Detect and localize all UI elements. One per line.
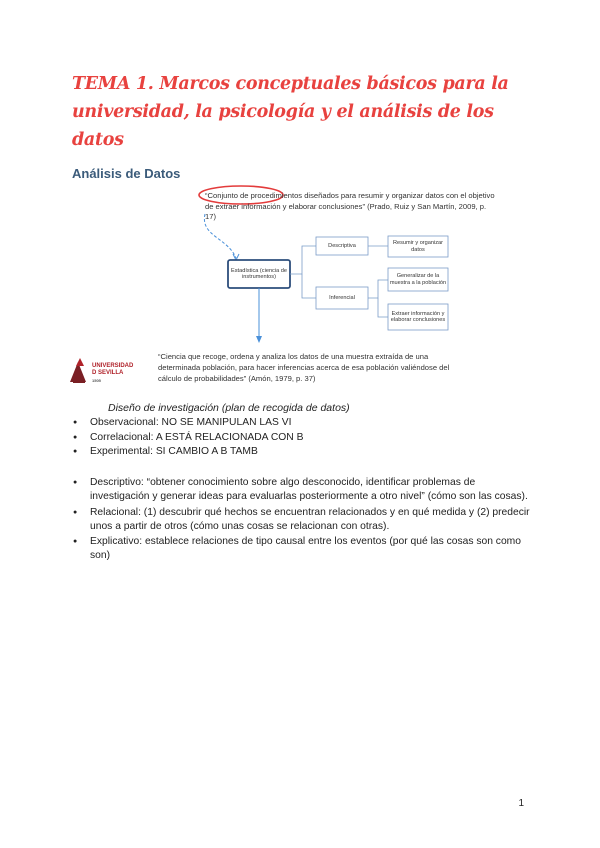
center-box-label: Estadística (ciencia de instrumentos) (231, 267, 287, 280)
section-heading: Análisis de Datos (72, 166, 181, 181)
page-number: 1 (518, 798, 524, 809)
research-design-subheading: Diseño de investigación (plan de recogida de datos) (108, 402, 350, 414)
list-item: ● Relacional: (1) descubrir qué hechos se encuentran relacionados y en qué medida y (2) predecir unos a partir de otros (cómo unas cosas se relacionan con otras). (72, 506, 532, 534)
list-item: ● Experimental: SI CAMBIO A B TAMB (72, 445, 532, 459)
leaf-label-2: Generalizar de la muestra a la población (389, 273, 447, 286)
leaf-label-1: Resumir y organizar datos (392, 240, 444, 253)
list-item: ● Explicativo: establece relaciones de tipo causal entre los eventos (por qué las cosas son como son) (72, 535, 532, 563)
objective-type-list (72, 476, 532, 565)
leaf-label-3: Extraer información y elaborar conclusiones (390, 310, 446, 323)
document-title: TEMA 1. Marcos conceptuales básicos para la universidad, la psicología y el análisis de los datos (72, 74, 509, 150)
branch-label-inferencial: Inferencial (329, 294, 355, 301)
definition-quote-bottom: “Ciencia que recoge, ordena y analiza los datos de una muestra extraída de una determinada población, para hacer inferencias acerca de esa población valiéndose del cálculo de probabilidades” (Amón, 1979, p. 37) (158, 352, 450, 383)
list-item: ● Descriptivo: “obtener conocimiento sobre algo desconocido, identificar problemas de investigación y generar ideas para evaluarlas posteriormente a otro nivel” (cómo son las cosas). (72, 476, 532, 504)
design-type-list (72, 416, 532, 460)
university-logo-text: UNIVERSIDAD D SEVILLA 1505 (92, 363, 134, 383)
definition-quote-top: “Conjunto de procedimientos diseñados para resumir y organizar datos con el objetivo de extraer información y elaborar conclusiones” (Prado, Ruiz y San Martín, 2009, p. 17) (205, 191, 495, 222)
list-item: ● Correlacional: A ESTÁ RELACIONADA CON B (72, 431, 532, 445)
list-item: ● Observacional: NO SE MANIPULAN LAS VI (72, 416, 532, 430)
branch-label-descriptiva: Descriptiva (328, 242, 356, 249)
